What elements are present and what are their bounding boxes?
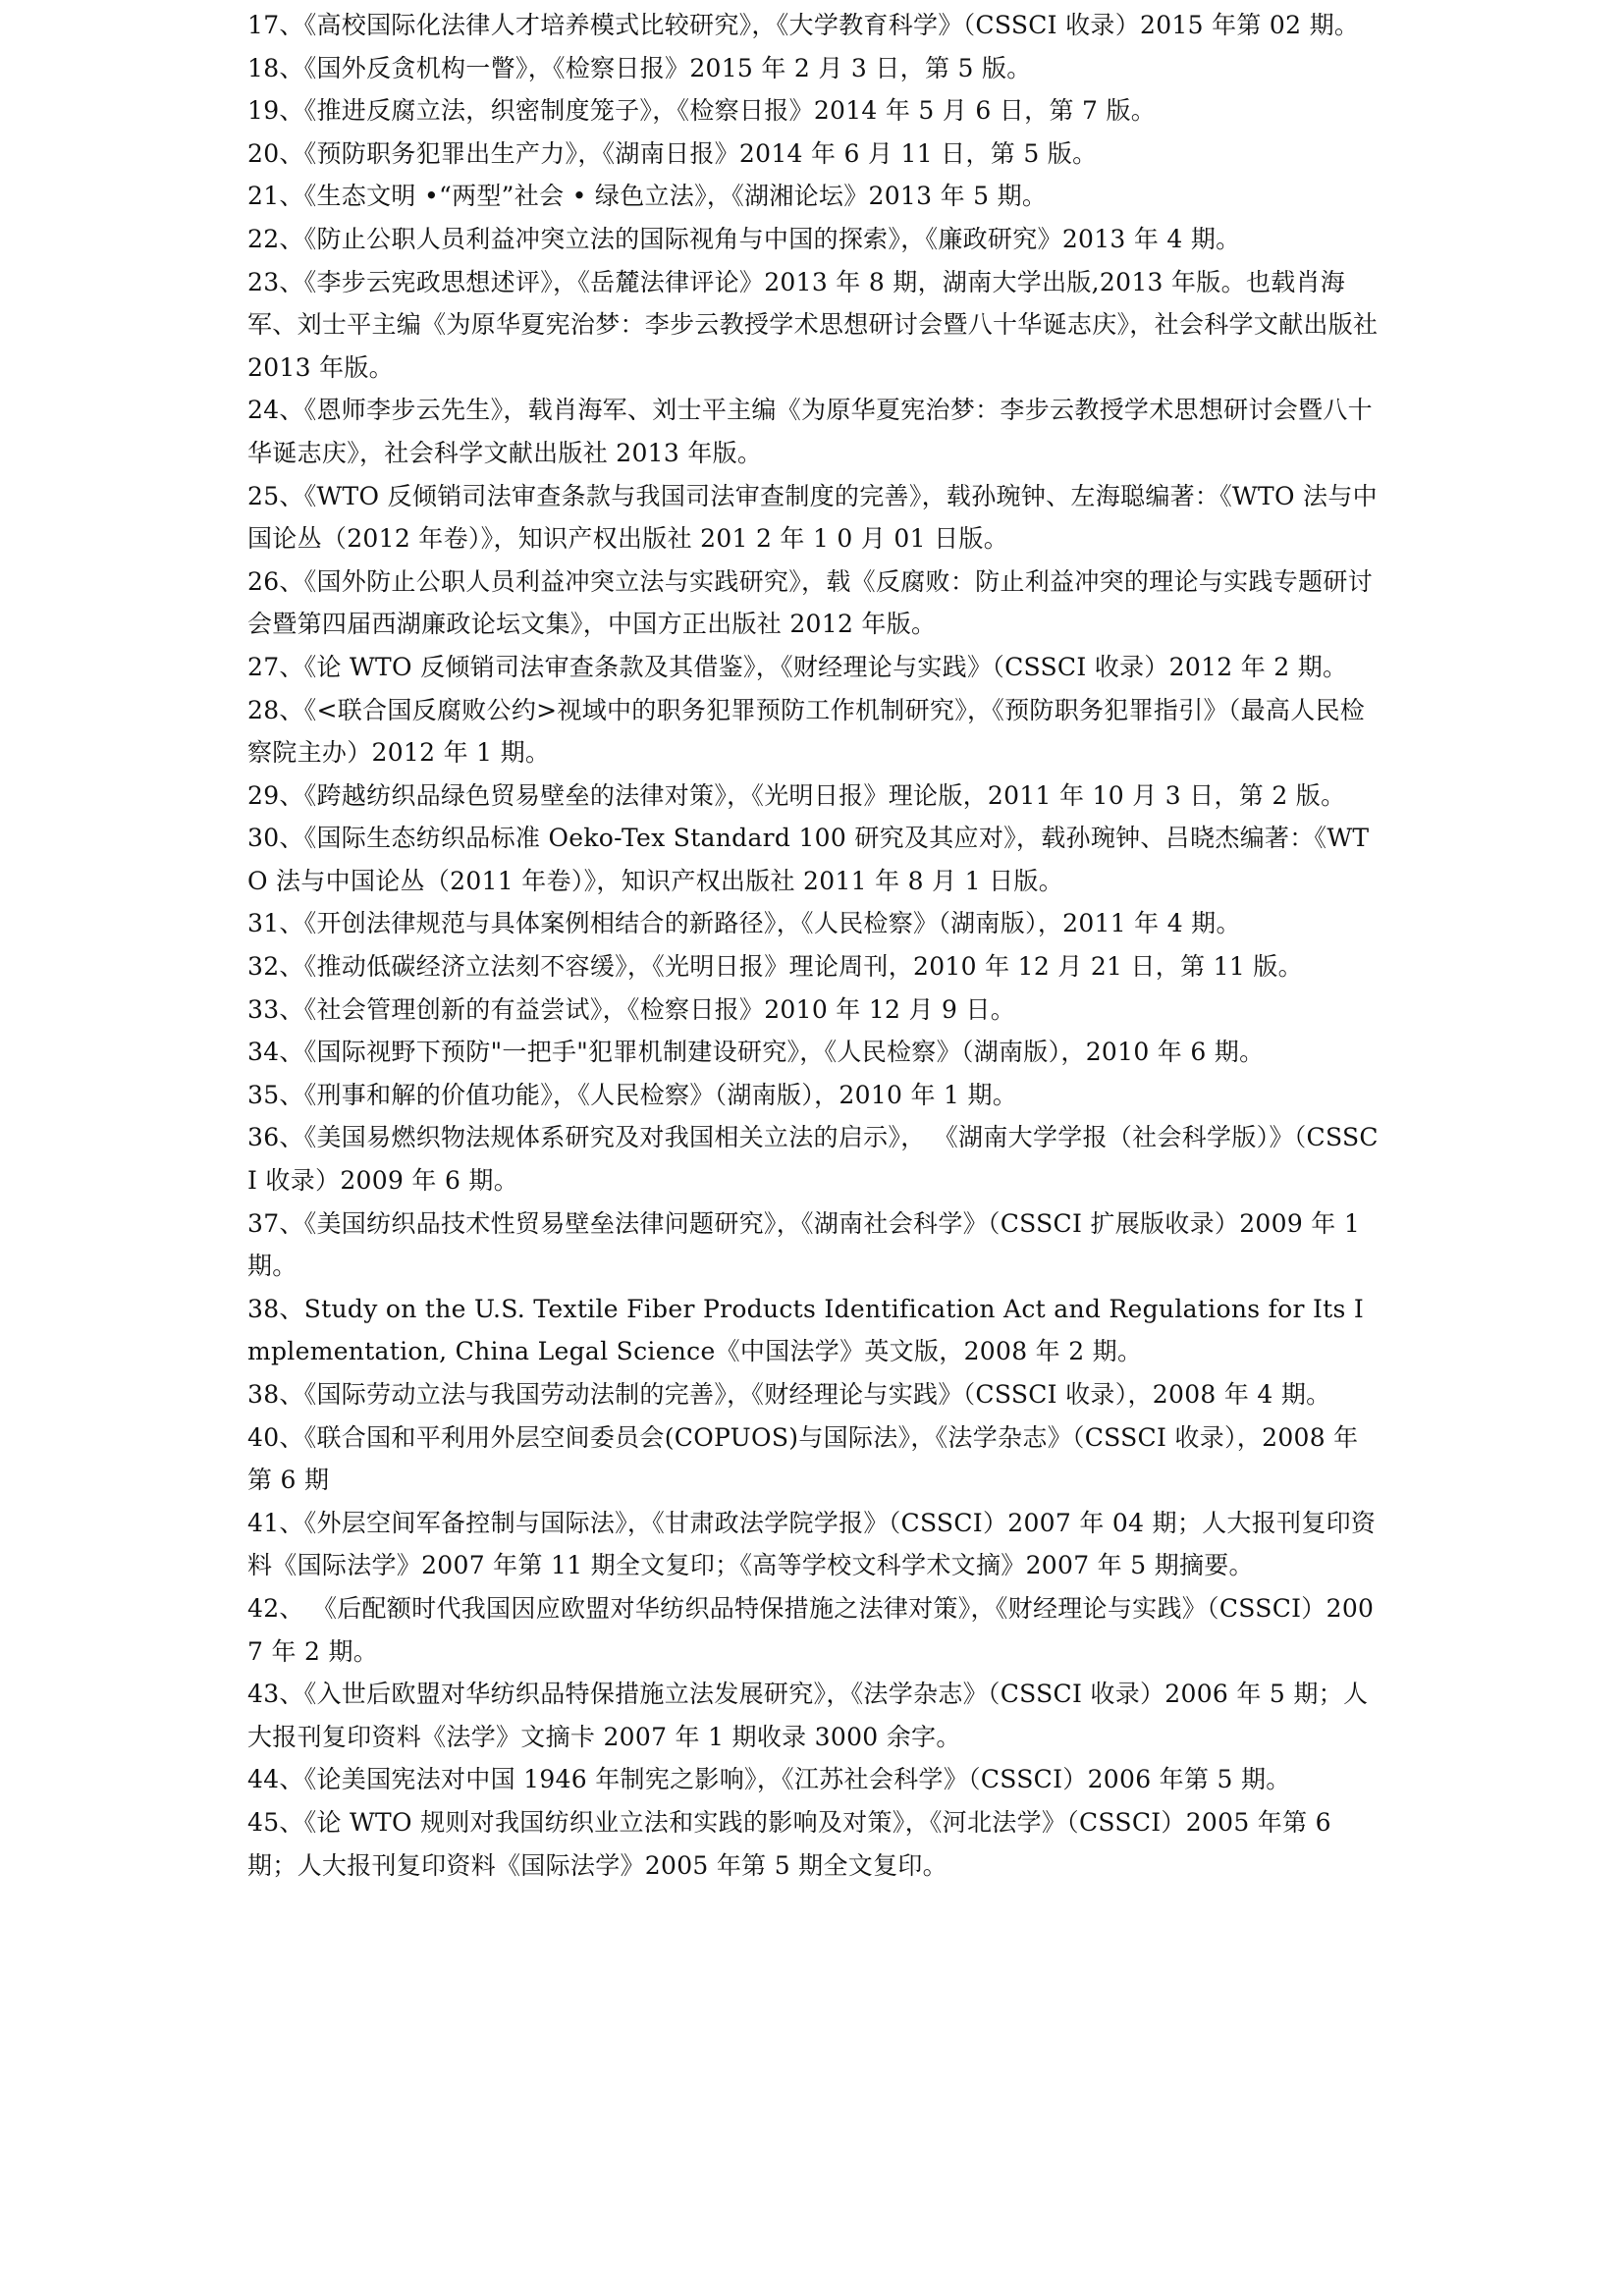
- publication-entry-23: 23、《李步云宪政思想述评》，《岳麓法律评论》2013 年 8 期，湖南大学出版,2013 年版。也载肖海军、刘士平主编《为原华夏宪治梦：李步云教授学术思想研讨会暨八十华诞志庆》，社会科学文献出版社 2013 年版。: [247, 267, 1379, 382]
- publication-entry-29: 29、《跨越纺织品绿色贸易壁垒的法律对策》，《光明日报》理论版，2011 年 10 月 3 日，第 2 版。: [247, 780, 1346, 810]
- publication-entry-43: 43、《入世后欧盟对华纺织品特保措施立法发展研究》，《法学杂志》（CSSCI 收录）2006 年 5 期；人大报刊复印资料《法学》文摘卡 2007 年 1 期收录 3000 余字。: [247, 1680, 1369, 1751]
- publication-entry-25: 25、《WTO 反倾销司法审查条款与我国司法审查制度的完善》，载孙琬钟、左海聪编著：《WTO 法与中国论丛（2012 年卷）》，知识产权出版社 201 2 年 1 0 月 01 日版。: [247, 481, 1378, 554]
- publication-list: [247, 4, 1386, 1887]
- publication-entry-37: 37、《美国纺织品技术性贸易壁垒法律问题研究》，《湖南社会科学》（CSSCI 扩展版收录）2009 年 1 期。: [247, 1208, 1361, 1281]
- publication-entry-45: 45、《论 WTO 规则对我国纺织业立法和实践的影响及对策》，《河北法学》（CSSCI）2005 年第 6 期；人大报刊复印资料《国际法学》2005 年第 5 期全文复印。: [247, 1807, 1331, 1880]
- publication-entry-40: 40、《联合国和平利用外层空间委员会(COPUOS)与国际法》，《法学杂志》（CSSCI 收录），2008 年 第 6 期: [247, 1422, 1359, 1495]
- publication-entry-31: 31、《开创法律规范与具体案例相结合的新路径》，《人民检察》（湖南版），2011 年 4 期。: [247, 909, 1241, 938]
- publication-entry-38-english: 38、Study on the U.S. Textile Fiber Products Identification Act and Regulations for Its Implementation, China Legal Science《中国法学》英文版，2008 年 2 期。: [247, 1294, 1365, 1366]
- publication-entry-42: 42、 《后配额时代我国因应欧盟对华纺织品特保措施之法律对策》，《财经理论与实践》（CSSCI）2007 年 2 期。: [247, 1593, 1375, 1666]
- publication-entry-38: 38、《国际劳动立法与我国劳动法制的完善》，《财经理论与实践》（CSSCI 收录），2008 年 4 期。: [247, 1380, 1331, 1409]
- publication-entry-22: 22、《防止公职人员利益冲突立法的国际视角与中国的探索》，《廉政研究》2013 年 4 期。: [247, 224, 1241, 253]
- publication-entry-24: 24、《恩师李步云先生》，载肖海军、刘士平主编《为原华夏宪治梦：李步云教授学术思想研讨会暨八十华诞志庆》，社会科学文献出版社 2013 年版。: [247, 396, 1373, 467]
- publication-entry-19: 19、《推进反腐立法，织密制度笼子》，《检察日报》2014 年 5 月 6 日，第 7 版。: [247, 96, 1157, 126]
- publication-entry-27: 27、《论 WTO 反倾销司法审查条款及其借鉴》，《财经理论与实践》（CSSCI 收录）2012 年 2 期。: [247, 652, 1348, 681]
- publication-entry-34: 34、《国际视野下预防"一把手"犯罪机制建设研究》，《人民检察》（湖南版），2010 年 6 期。: [247, 1038, 1265, 1067]
- publication-entry-28: 28、《<联合国反腐败公约>视域中的职务犯罪预防工作机制研究》，《预防职务犯罪指引》（最高人民检察院主办）2012 年 1 期。: [247, 695, 1366, 768]
- publication-entry-30: 30、《国际生态纺织品标准 Oeko-Tex Standard 100 研究及其应对》，载孙琬钟、吕晓杰编著：《WTO 法与中国论丛（2011 年卷）》，知识产权出版社 2011 年 8 月 1 日版。: [247, 824, 1370, 895]
- publication-entry-44: 44、《论美国宪法对中国 1946 年制宪之影响》，《江苏社会科学》（CSSCI）2006 年第 5 期。: [247, 1765, 1291, 1794]
- publication-entry-35: 35、《刑事和解的价值功能》，《人民检察》（湖南版），2010 年 1 期。: [247, 1080, 1018, 1109]
- publication-entry-33: 33、《社会管理创新的有益尝试》，《检察日报》2010 年 12 月 9 日。: [247, 994, 1016, 1024]
- publication-entry-17: 17、《高校国际化法律人才培养模式比较研究》，《大学教育科学》（CSSCI 收录）2015 年第 02 期。: [247, 11, 1360, 39]
- publication-entry-21: 21、《生态文明 •“两型”社会 • 绿色立法》，《湖湘论坛》2013 年 5 期。: [247, 182, 1048, 211]
- publication-entry-20: 20、《预防职务犯罪出生产力》，《湖南日报》2014 年 6 月 11 日，第 5 版。: [247, 138, 1098, 168]
- publication-entry-18: 18、《国外反贪机构一瞥》，《检察日报》2015 年 2 月 3 日，第 5 版。: [247, 53, 1032, 82]
- publication-entry-26: 26、《国外防止公职人员利益冲突立法与实践研究》，载《反腐败：防止利益冲突的理论与实践专题研讨会暨第四届西湖廉政论坛文集》，中国方正出版社 2012 年版。: [247, 566, 1373, 639]
- publication-entry-32: 32、《推动低碳经济立法刻不容缓》，《光明日报》理论周刊，2010 年 12 月 21 日，第 11 版。: [247, 952, 1303, 982]
- publication-entry-41: 41、《外层空间军备控制与国际法》，《甘肃政法学院学报》（CSSCI）2007 年 04 期；人大报刊复印资料《国际法学》2007 年第 11 期全文复印；《高等学校文科学术文摘》2007 年 5 期摘要。: [247, 1508, 1377, 1580]
- publication-entry-36: 36、《美国易燃织物法规体系研究及对我国相关立法的启示》， 《湖南大学学报（社会科学版）》（CSSCI 收录）2009 年 6 期。: [247, 1123, 1379, 1196]
